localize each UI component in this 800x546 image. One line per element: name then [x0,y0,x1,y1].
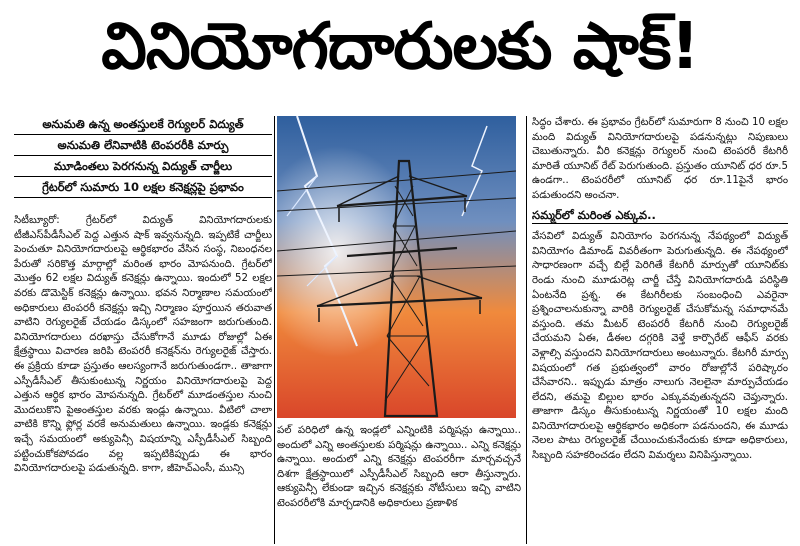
section-subheading: సమ్మర్‌లో మరింత ఎక్కువ.. [532,208,788,225]
paragraph: వేసవిలో విద్యుత్ వినియోగం పెరగనున్న నేపథ్యంలో విద్యుత్ వినియోగం డిమాండ్ వివరీతంగా పెరుగుతున్నది. ఈ నేపథ్యంలో సాధారణంగా వచ్చే బిల్లే పెరిగితే కేటగిరీ మార్పుతో యూనిట్‌కు రెండు నుంచి మూడురెట్ల చార్జీ చేస్తే వినియోగదారుడి పరిస్థితి ఏంటనేది ప్రశ్న. ఈ కేటగిరీలకు సంబంధించి ఎవరైనా ప్రశ్నించాలనుకున్నా వారికి రెగ్యులరైజ్ చేసుకోమన్న సమాధానమే వస్తుంది. తమ మీటర్ టెంపరరీ కేటగిరీ నుంచి రెగ్యులరైజ్ చేయమని ఏఈ, డీఈల దగ్గరికి వెళ్తే కార్పొరేట్ ఆఫీస్ వరకు వెళ్లాల్సి వస్తుందని వినియోగదారులు అంటున్నారు. కేటగిరీ మార్పు విషయంలో గత ప్రభుత్వంలో వారం రోజుల్లోనే పరిష్కారం చేసేవారని.. ఇప్పుడు మాత్రం నాలుగు నెలలైనా మార్పుచేయడం లేదని, తమపై బిల్లుల భారం ఎక్కువవుతున్నదని చెప్తున్నారు. తాజాగా డిస్కం తీసుకుంటున్న నిర్ణయంతో 10 లక్షల మంది వినియోగదారులపై ఆర్థికభారం అధికంగా పడనుందని, ఈ మూడు నెలల పాటు రెగ్యులరైజ్ చేయించుకునేందుకు కూడా అధికారులు, సిబ్బంది సహకరించడం లేదని విమర్శలు వినిపిస్తున్నాయి. [532,231,788,462]
power-tower-photo [277,116,516,418]
paragraph: సిద్ధం చేశారు. ఈ ప్రభావం గ్రేటర్‌లో సుమారుగా 8 నుంచి 10 లక్షల మంది విద్యుత్ వినియోగదారులపై పడనున్నట్లు నిపుణులు చెబుతున్నారు. వీరి కనెక్షన్లు రెగ్యులర్ నుంచి టెంపరరీ కేటగిరీ మారితే యూనిట్ రేట్ పెరుగుతుంది. ప్రస్తుతం యూనిట్ ధర రూ.5 ఉండగా.. టెంపరరీలో యూనిట్ ధర రూ.11పైనే భారం పడుతుందని అంచనా. [532,117,788,201]
paragraph: సిటీబ్యూరో: గ్రేటర్‌లో విద్యుత్ వినియోగదారులకు టీజీఎస్‌పీడీసీఎల్ పెద్ద ఎత్తున షాక్ ఇవ్వనున్నది. ఇప్పటికే చార్జీలు పెంచుతూ వినియోగదారులపై ఆర్థికభారం వేసిన సంస్థ, నిబంధనల పేరుతో సరికొత్త మార్గాల్లో మరింత భారం మోపనుంది. గ్రేటర్‌లో మొత్తం 62 లక్షల విద్యుత్ కనెక్షన్లు ఉన్నాయి. ఇందులో 52 లక్షల వరకు డొమెస్టిక్ కనెక్షన్లు ఉన్నాయి. భవన నిర్మాణాల సమయంలో అధికారులు టెంపరరీ కనెక్షన్లు ఇచ్చి నిర్మాణం పూర్తయిన తరువాత వాటిని రెగ్యులరైజ్ చేయడం డిస్కంలో సహజంగా జరుగుతుంది. వినియోగదారులు దరఖాస్తు చేసుకోగానే మూడు రోజుల్లో ఏఈ క్షేత్రస్థాయి విచారణ జరిపి టెంపరరీ కనెక్షన్‌ను రెగ్యులరైజ్ చేస్తారు. ఈ ప్రక్రియ కూడా ప్రస్తుతం ఆలస్యంగానే జరుగుతుండగా.. తాజాగా ఎస్పీడీసీఎల్ తీసుకుంటున్న నిర్ణయం వినియోగదారులపై పెద్ద ఎత్తున ఆర్థిక భారం మోపనున్నది. గ్రేటర్‌లో మూడంతస్తుల నుంచి మొదలుకొని పైఅంతస్తుల వరకు ఇండ్లు ఉన్నాయి. వీటిలో చాలా వాటికి కొన్ని ఫ్లోర్ల వరకే అనుమతులు ఉన్నాయి. ఇండ్లకు కనెక్షన్లు ఇచ్చే సమయంలో అక్యుపెన్సీ విషయాన్ని ఎస్పీడీసీఎల్ సిబ్బంది పట్టించుకోకపోవడం వల్ల ఇప్పటికిప్పుడు ఈ భారం వినియోగదారులపై పడుతున్నది. కాగా, జీహెచ్ఎంసీ, మున్సి [14,215,272,475]
subheading-1: అనుమతి ఉన్న అంతస్తులకే రెగ్యులర్ విద్యుత్ [14,114,272,135]
subheading-4: గ్రేటర్‌లో సుమారు 10 లక్షల కనెక్షన్లపై ప్రభావం [14,177,272,198]
power-tower-image [277,116,516,418]
headline: వినియోగదారులకు షాక్! [101,9,699,84]
column-divider [526,116,527,544]
article-column-3 [532,116,788,544]
subheading-3: మూడింతలు పెరగనున్న విద్యుత్ చార్జీలు [14,156,272,177]
subheadings [14,114,272,198]
article-column-2 [277,424,521,544]
article-column-1 [14,214,272,544]
paragraph: పల్ పరిధిలో ఉన్న ఇండ్లలో ఎన్నింటికి పర్మిషన్లు ఉన్నాయి.. అందులో ఎన్ని అంతస్తులకు పర్మిషన్లు ఉన్నాయి.. ఎన్ని కనెక్షన్లు ఉన్నాయి. అందులో ఎన్ని కనెక్షన్లు టెంపరరీగా మార్చవచ్చనే దిశగా క్షేత్రస్థాయిలో ఎస్పీడీసీఎల్ సిబ్బంది ఆరా తీస్తున్నారు. ఆక్యుపెన్సీ లేకుండా ఇచ్చిన కనెక్షన్లకు నోటీసులు ఇచ్చి వాటిని టెంపరరీలోకి మార్చడానికి అధికారులు ప్రణాళిక [277,425,521,509]
subheading-2: అనుమతి లేనివాటికి టెంపరరీకి మార్పు [14,135,272,156]
column-divider [274,116,275,544]
